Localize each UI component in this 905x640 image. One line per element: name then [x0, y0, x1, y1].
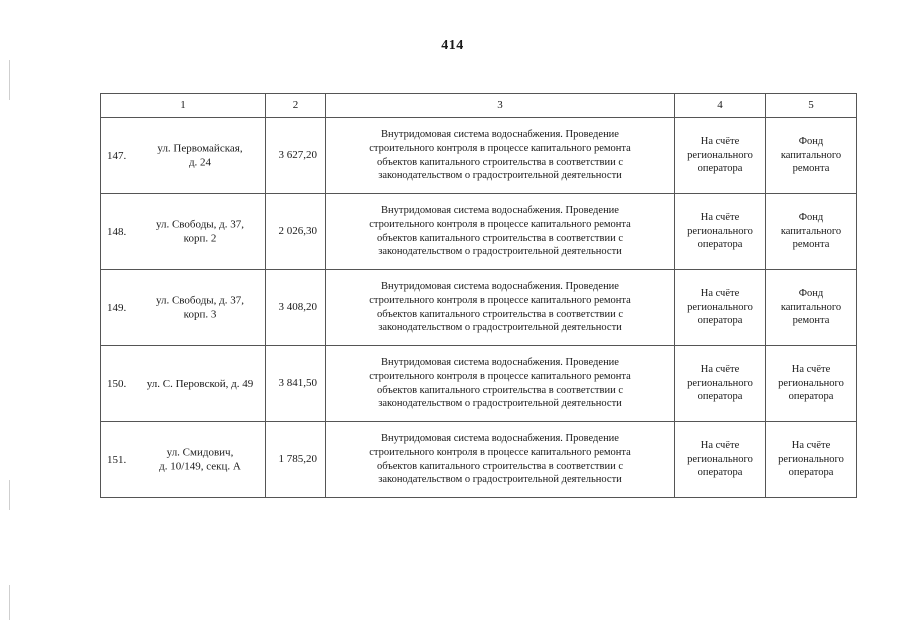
account-cell — [675, 118, 766, 194]
fund-cell — [766, 194, 857, 270]
address-line: д. 10/149, секц. А — [159, 460, 241, 473]
address-text — [139, 445, 261, 474]
work-line: строительного контроля в процессе капитального ремонта — [369, 142, 631, 154]
fund-line: капитального — [780, 225, 842, 237]
work-line: законодательством о градостроительной деятельности — [378, 398, 622, 410]
account-line: оператора — [697, 467, 743, 479]
area-cell: 3 627,20 — [266, 118, 326, 194]
account-line: регионального — [687, 225, 753, 237]
fund-line: капитального — [780, 301, 842, 313]
work-line: законодательством о градостроительной деятельности — [378, 246, 622, 258]
work-line: объектов капитального строительства в соответствии с — [377, 232, 623, 244]
account-line: оператора — [697, 315, 743, 327]
account-line: оператора — [697, 391, 743, 403]
address-text — [139, 141, 261, 170]
fund-line: оператора — [788, 391, 834, 403]
work-description-cell — [326, 194, 675, 270]
fund-line: оператора — [788, 467, 834, 479]
account-line: На счёте — [700, 288, 740, 300]
work-description-cell — [326, 346, 675, 422]
area-cell: 1 785,20 — [266, 422, 326, 498]
work-line: Внутридомовая система водоснабжения. Проведение — [381, 357, 619, 369]
fund-line: ремонта — [792, 239, 830, 251]
account-cell — [675, 270, 766, 346]
page-number: 414 — [441, 38, 464, 53]
work-line: объектов капитального строительства в соответствии с — [377, 308, 623, 320]
work-line: объектов капитального строительства в соответствии с — [377, 460, 623, 472]
fund-line: Фонд — [798, 136, 824, 148]
account-line: регионального — [687, 149, 753, 161]
address-cell — [101, 270, 266, 346]
account-line: На счёте — [700, 440, 740, 452]
area-cell: 2 026,30 — [266, 194, 326, 270]
area-cell: 3 408,20 — [266, 270, 326, 346]
address-line: ул. Свободы, д. 37, — [155, 218, 245, 231]
table-header-row — [101, 94, 857, 118]
address-line: корп. 3 — [183, 308, 217, 321]
work-description-cell — [326, 118, 675, 194]
fund-cell — [766, 346, 857, 422]
fund-line: ремонта — [792, 163, 830, 175]
account-line: На счёте — [700, 136, 740, 148]
account-line: На счёте — [700, 212, 740, 224]
column-header-work: 3 — [326, 94, 675, 118]
account-line: На счёте — [700, 364, 740, 376]
work-line: законодательством о градостроительной деятельности — [378, 322, 622, 334]
row-number: 147. — [107, 149, 127, 162]
address-text — [139, 217, 261, 246]
work-line: Внутридомовая система водоснабжения. Проведение — [381, 129, 619, 141]
address-line: ул. Свободы, д. 37, — [155, 294, 245, 307]
account-line: оператора — [697, 163, 743, 175]
address-line: ул. С. Перовской, д. 49 — [146, 377, 254, 390]
work-line: объектов капитального строительства в соответствии с — [377, 156, 623, 168]
work-description-cell — [326, 422, 675, 498]
row-number: 150. — [107, 377, 127, 390]
table-row — [101, 270, 857, 346]
account-cell — [675, 194, 766, 270]
table-row — [101, 346, 857, 422]
work-line: объектов капитального строительства в соответствии с — [377, 384, 623, 396]
account-cell — [675, 422, 766, 498]
address-line: д. 24 — [188, 156, 212, 169]
work-line: Внутридомовая система водоснабжения. Проведение — [381, 205, 619, 217]
work-line: строительного контроля в процессе капитального ремонта — [369, 218, 631, 230]
address-line: ул. Первомайская, — [157, 142, 243, 155]
address-text — [139, 376, 261, 390]
work-line: Внутридомовая система водоснабжения. Проведение — [381, 281, 619, 293]
scan-margin-mark — [9, 60, 10, 100]
account-cell — [675, 346, 766, 422]
work-line: законодательством о градостроительной деятельности — [378, 474, 622, 486]
row-number: 149. — [107, 301, 127, 314]
row-number: 151. — [107, 453, 127, 466]
table-row — [101, 118, 857, 194]
account-line: регионального — [687, 453, 753, 465]
fund-cell — [766, 270, 857, 346]
scan-margin-mark — [9, 585, 10, 620]
work-line: Внутридомовая система водоснабжения. Проведение — [381, 433, 619, 445]
address-cell — [101, 118, 266, 194]
area-cell: 3 841,50 — [266, 346, 326, 422]
address-text — [139, 293, 261, 322]
column-header-address: 1 — [101, 94, 266, 118]
column-header-area: 2 — [266, 94, 326, 118]
address-line: корп. 2 — [183, 232, 217, 245]
work-line: строительного контроля в процессе капитального ремонта — [369, 446, 631, 458]
column-header-fund: 5 — [766, 94, 857, 118]
address-cell — [101, 346, 266, 422]
fund-line: ремонта — [792, 315, 830, 327]
address-cell — [101, 194, 266, 270]
work-line: законодательством о градостроительной деятельности — [378, 170, 622, 182]
fund-line: На счёте — [791, 440, 831, 452]
fund-line: На счёте — [791, 364, 831, 376]
fund-line: Фонд — [798, 212, 824, 224]
account-line: регионального — [687, 301, 753, 313]
address-cell — [101, 422, 266, 498]
work-line: строительного контроля в процессе капитального ремонта — [369, 370, 631, 382]
fund-line: регионального — [778, 453, 844, 465]
work-line: строительного контроля в процессе капитального ремонта — [369, 294, 631, 306]
fund-cell — [766, 118, 857, 194]
fund-line: Фонд — [798, 288, 824, 300]
fund-line: капитального — [780, 149, 842, 161]
row-number: 148. — [107, 225, 127, 238]
scan-margin-mark — [9, 480, 10, 510]
works-table — [100, 93, 857, 498]
account-line: регионального — [687, 377, 753, 389]
fund-line: регионального — [778, 377, 844, 389]
work-description-cell — [326, 270, 675, 346]
table-row — [101, 422, 857, 498]
table-row — [101, 194, 857, 270]
account-line: оператора — [697, 239, 743, 251]
address-line: ул. Смидович, — [166, 446, 234, 459]
fund-cell — [766, 422, 857, 498]
column-header-account: 4 — [675, 94, 766, 118]
